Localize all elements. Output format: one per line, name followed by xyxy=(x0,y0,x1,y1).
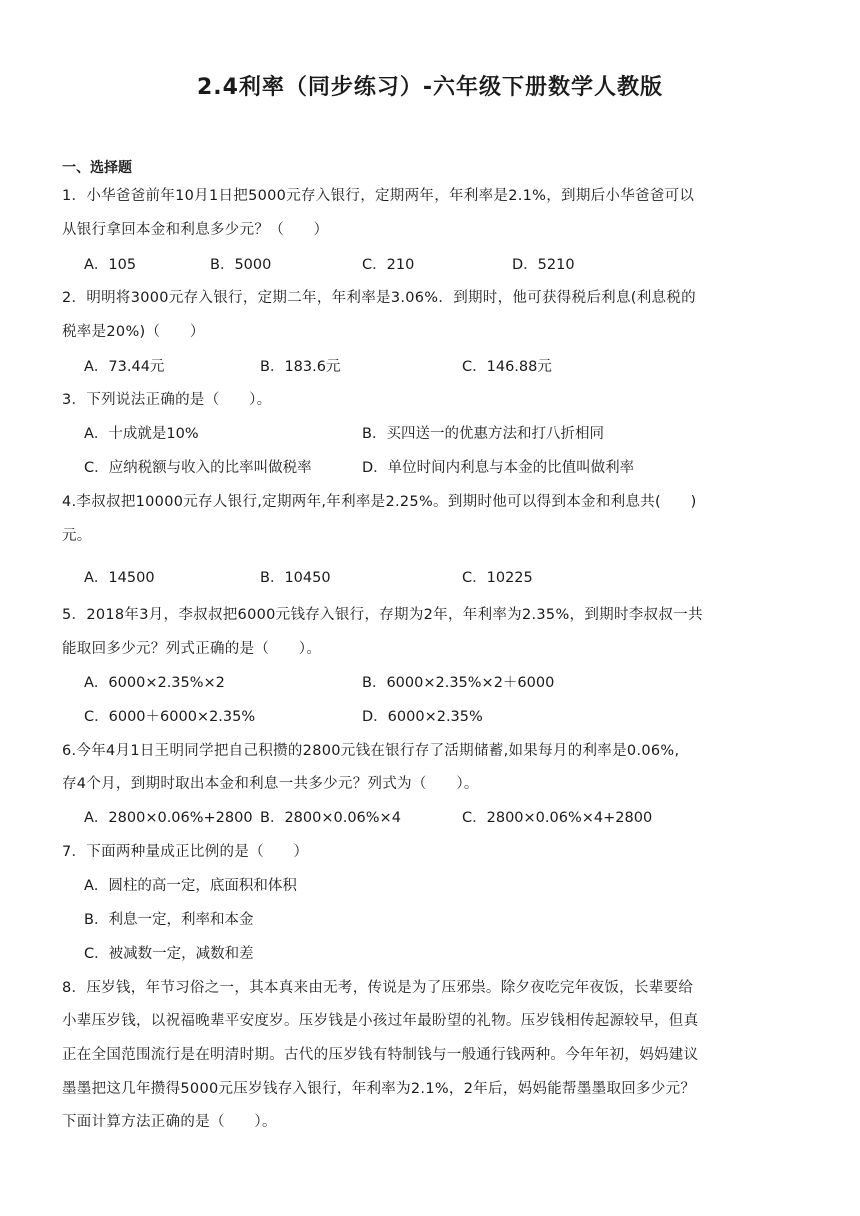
question-2-line-2: 税率是20%)（ ） xyxy=(62,324,205,340)
question-1-option-c: C．210 xyxy=(362,257,415,273)
question-7-option-a: A．圆柱的高一定，底面积和体积 xyxy=(84,878,297,894)
question-3-option-b: B．买四送一的优惠方法和打八折相同 xyxy=(362,426,604,442)
question-1-option-a: A．105 xyxy=(84,257,137,273)
question-8-line-3: 正在全国范围流行是在明清时期。古代的压岁钱有特制钱与一般通行钱两种。今年年初，妈妈建议 xyxy=(62,1047,699,1063)
question-4-option-b: B．10450 xyxy=(260,570,331,586)
page-title: 2.4利率（同步练习）-六年级下册数学人教版 xyxy=(196,75,664,100)
question-3-option-a: A．十成就是10% xyxy=(84,426,199,442)
question-3-option-c: C．应纳税额与收入的比率叫做税率 xyxy=(84,460,312,476)
question-3-option-d: D．单位时间内利息与本金的比值叫做利率 xyxy=(362,460,635,476)
question-8-line-1: 8．压岁钱，年节习俗之一，其本真来由无考，传说是为了压邪祟。除夕夜吃完年夜饭，长辈要给 xyxy=(62,980,694,996)
question-1-option-b: B．5000 xyxy=(210,257,272,273)
question-8-line-4: 墨墨把这几年攒得5000元压岁钱存入银行，年利率为2.1%，2年后，妈妈能帮墨墨取回多少元？ xyxy=(62,1081,696,1097)
question-6-option-a: A．2800×0.06%+2800 xyxy=(84,810,253,826)
question-5-option-d: D．6000×2.35% xyxy=(362,709,483,725)
question-1-line-2: 从银行拿回本金和利息多少元？（ ） xyxy=(62,222,329,238)
question-2-option-c: C．146.88元 xyxy=(462,359,552,375)
question-6-option-b: B．2800×0.06%×4 xyxy=(260,810,401,826)
question-2-option-a: A．73.44元 xyxy=(84,359,165,375)
question-4-line-1: 4.李叔叔把10000元存人银行,定期两年,年利率是2.25%。到期时他可以得到本金和利息共( ) xyxy=(62,494,697,510)
question-5-line-1: 5．2018年3月，李叔叔把6000元钱存入银行，存期为2年，年利率为2.35%，到期时李叔叔一共 xyxy=(62,607,703,623)
question-2-line-1: 2．明明将3000元存入银行，定期二年，年利率是3.06%．到期时，他可获得税后利息(利息税的 xyxy=(62,290,696,306)
section-heading: 一、选择题 xyxy=(62,160,132,176)
question-4-line-2: 元。 xyxy=(62,528,92,544)
question-8-line-2: 小辈压岁钱，以祝福晚辈平安度岁。压岁钱是小孩过年最盼望的礼物。压岁钱相传起源较早，但真 xyxy=(62,1013,699,1029)
question-6-line-1: 6.今年4月1日王明同学把自己积攒的2800元钱在银行存了活期储蓄,如果每月的利率是0.06%, xyxy=(62,743,680,759)
question-6-line-2: 存4个月，到期时取出本金和利息一共多少元？列式为（ ）。 xyxy=(62,776,479,792)
question-5-option-a: A．6000×2.35%×2 xyxy=(84,675,225,691)
question-4-option-a: A．14500 xyxy=(84,570,155,586)
question-3-line-1: 3．下列说法正确的是（ ）。 xyxy=(62,392,272,408)
question-4-option-c: C．10225 xyxy=(462,570,533,586)
question-5-option-c: C．6000＋6000×2.35% xyxy=(84,709,256,725)
question-5-line-2: 能取回多少元？列式正确的是（ ）。 xyxy=(62,641,322,657)
question-7-line-1: 7．下面两种量成正比例的是（ ） xyxy=(62,844,309,860)
question-7-option-b: B．利息一定，利率和本金 xyxy=(84,912,254,928)
question-6-option-c: C．2800×0.06%×4+2800 xyxy=(462,810,653,826)
question-7-option-c: C．被减数一定，减数和差 xyxy=(84,946,254,962)
question-5-option-b: B．6000×2.35%×2＋6000 xyxy=(362,675,555,691)
question-2-option-b: B．183.6元 xyxy=(260,359,341,375)
question-1-line-1: 1．小华爸爸前年10月1日把5000元存入银行，定期两年，年利率是2.1%，到期后小华爸爸可以 xyxy=(62,188,695,204)
question-1-option-d: D．5210 xyxy=(512,257,575,273)
question-8-line-5: 下面计算方法正确的是（ ）。 xyxy=(62,1114,277,1130)
